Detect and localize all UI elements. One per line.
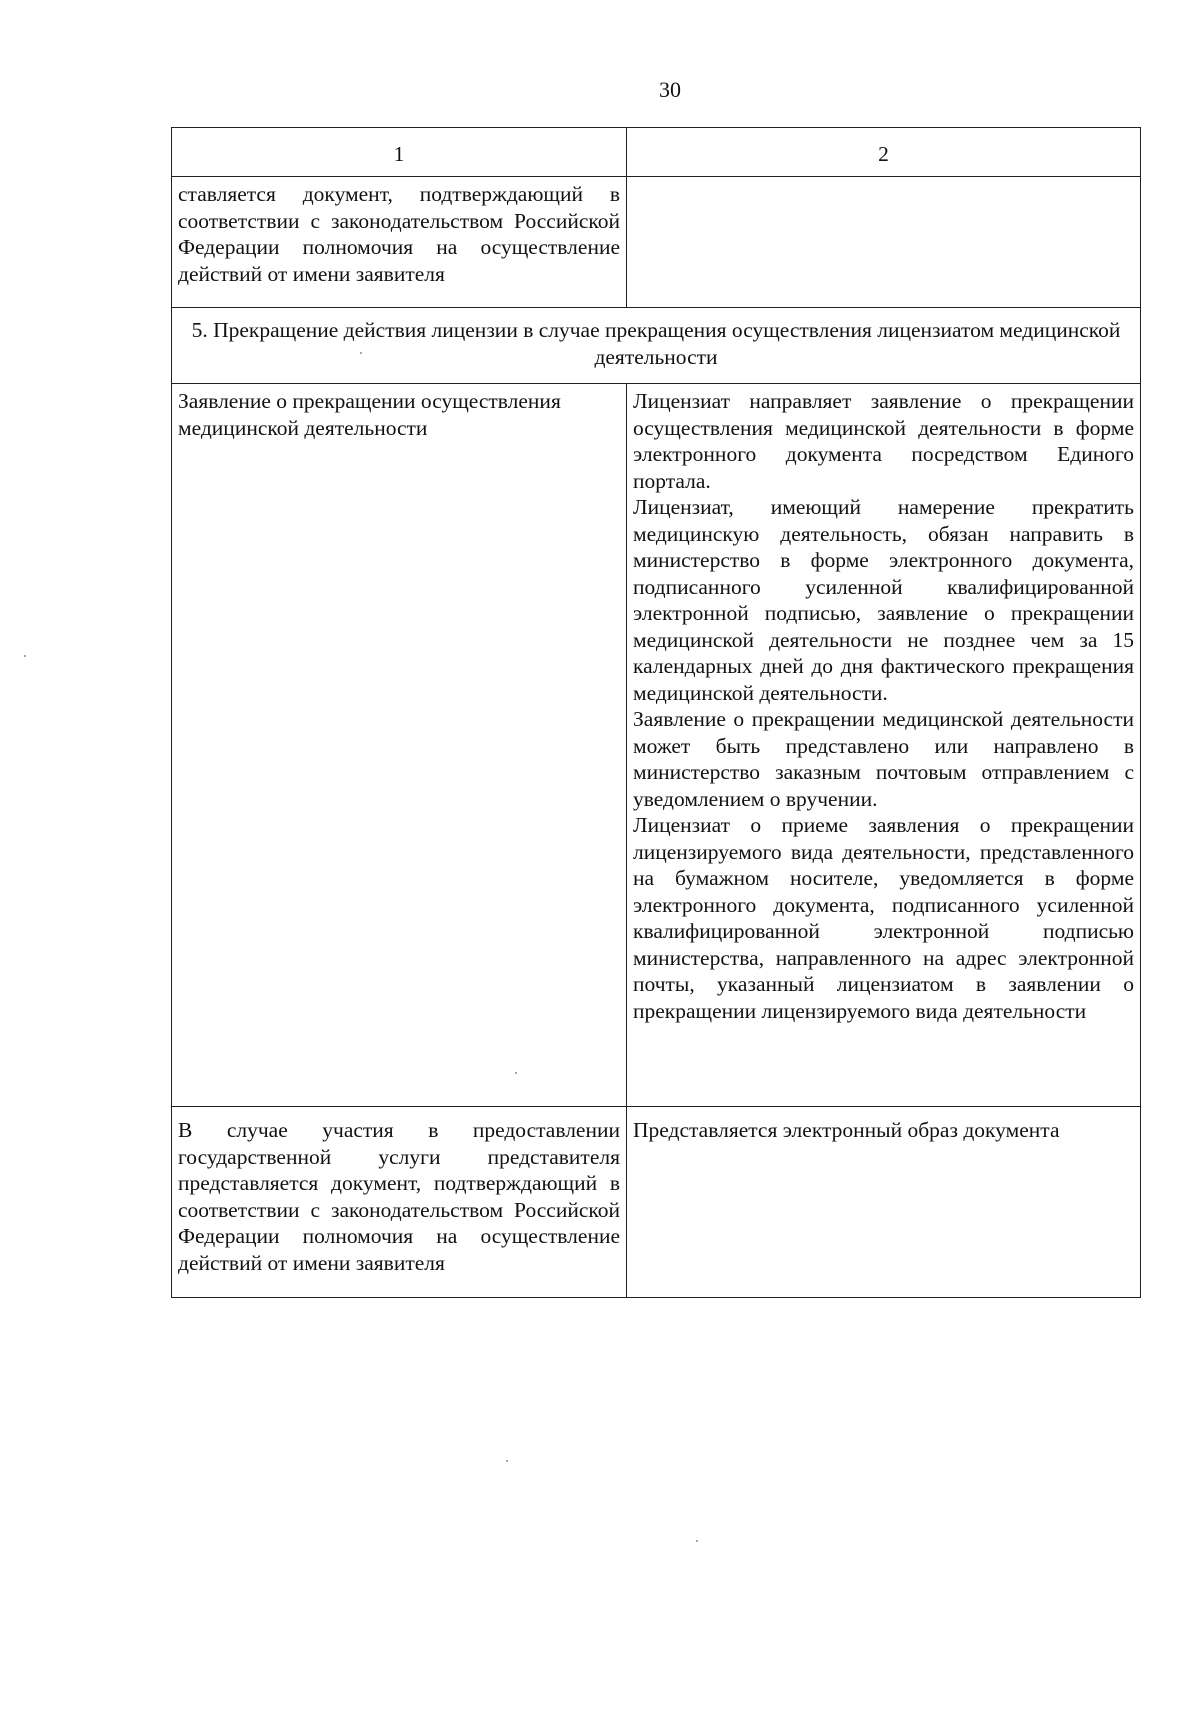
method-paragraph: Заявление о прекращении медицинской деятельности может быть представлено или направлено в министерство заказным почтовым отправлением с уведомлением о вручении. [633, 707, 1134, 811]
scan-speck [360, 352, 362, 354]
table-row [172, 177, 1141, 308]
scan-speck [506, 1460, 508, 1462]
document-table [171, 127, 1141, 1298]
method-paragraph: Лицензиат о приеме заявления о прекращении лицензируемого вида деятельности, представленного на бумажном носителе, уведомляется в форме электронного документа, подписанного усиленной квалифицированной электронной подписью министерства, направленного на адрес электронной почты, указанный лицензиатом в заявлении о прекращении лицензируемого вида деятельности [633, 813, 1134, 1023]
table-cell-method [627, 177, 1141, 308]
table-row [172, 384, 1141, 1107]
table-cell-requirement: В случае участия в предоставлении государственной услуги представителя представляется документ, подтверждающий в соответствии с законодательством Российской Федерации полномочия на осуществление действий от имени заявителя [172, 1107, 627, 1298]
method-paragraph: Лицензиат, имеющий намерение прекратить медицинскую деятельность, обязан направить в министерство в форме электронного документа, подписанного усиленной квалифицированной электронной подписью, заявление о прекращении медицинской деятельности не позднее чем за 15 календарных дней до дня фактического прекращения медицинской деятельности. [633, 495, 1134, 705]
scan-speck [24, 655, 26, 657]
table-cell-requirement: ставляется документ, подтверждающий в соответствии с законодательством Российской Федерации полномочия на осуществление действий от имени заявителя [172, 177, 627, 308]
column-header-2: 2 [627, 128, 1141, 177]
page-number: 30 [659, 77, 681, 102]
section-title: 5. Прекращение действия лицензии в случае прекращения осуществления лицензиатом медицинской деятельности [172, 308, 1141, 384]
table-row [172, 1107, 1141, 1298]
table-cell-requirement: Заявление о прекращении осуществления медицинской деятельности [172, 384, 627, 1107]
scan-speck [696, 1540, 698, 1542]
table-header-row [172, 128, 1141, 177]
scan-speck [515, 1072, 517, 1074]
method-paragraph: Лицензиат направляет заявление о прекращении осуществления медицинской деятельности в форме электронного документа посредством Единого портала. [633, 389, 1134, 493]
column-header-1: 1 [172, 128, 627, 177]
table-cell-method [627, 384, 1141, 1107]
table-cell-method: Представляется электронный образ документа [627, 1107, 1141, 1298]
section-row [172, 308, 1141, 384]
